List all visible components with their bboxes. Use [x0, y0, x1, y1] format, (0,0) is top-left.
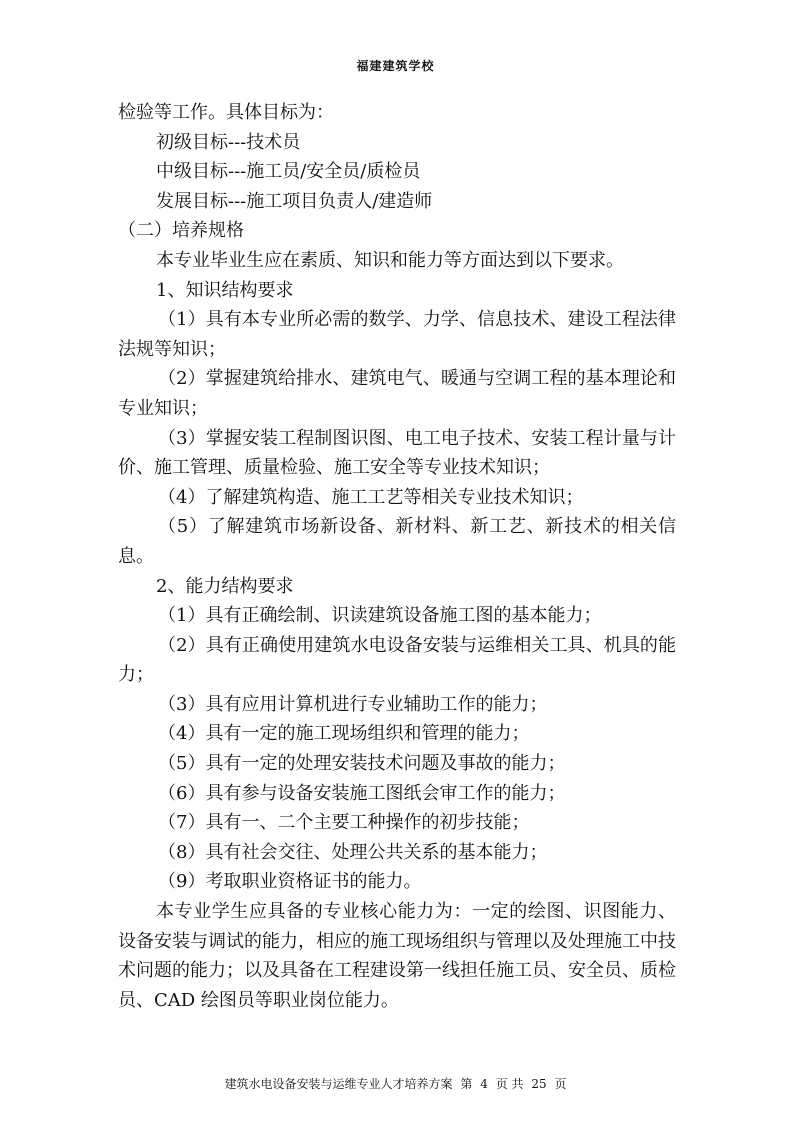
- subsection-heading: 1、知识结构要求: [156, 279, 294, 301]
- list-item: （4）具有一定的施工现场组织和管理的能力；: [158, 723, 530, 745]
- section-heading: （二）培养规格: [118, 220, 244, 242]
- subsection-heading: 2、能力结构要求: [156, 575, 294, 597]
- list-item: （3）具有应用计算机进行专业辅助工作的能力；: [158, 693, 548, 715]
- list-item: （6）具有参与设备安装施工图纸会审工作的能力；: [158, 782, 566, 804]
- list-item: （5）了解建筑市场新设备、新材料、新工艺、新技术的相关信息。: [118, 516, 676, 567]
- page-footer: [0, 1075, 791, 1092]
- footer-page-mid: 页 共: [495, 1077, 524, 1091]
- paragraph: 本专业毕业生应在素质、知识和能力等方面达到以下要求。: [156, 249, 624, 271]
- page-header: 福建建筑学校: [356, 59, 435, 73]
- goal-intermediate: 中级目标---施工员/安全员/质检员: [156, 161, 421, 183]
- footer-page-total: 25: [531, 1077, 547, 1091]
- footer-page-suffix: 页: [554, 1077, 567, 1091]
- list-item: （2）具有正确使用建筑水电设备安装与运维相关工具、机具的能力；: [118, 634, 676, 686]
- list-item: （1）具有正确绘制、识读建筑设备施工图的基本能力；: [158, 605, 602, 627]
- list-item: （2）掌握建筑给排水、建筑电气、暖通与空调工程的基本理论和专业知识；: [118, 368, 676, 419]
- list-item: （4）了解建筑构造、施工工艺等相关专业技术知识；: [158, 486, 584, 508]
- list-item: （1）具有本专业所必需的数学、力学、信息技术、建设工程法律法规等知识；: [118, 309, 676, 360]
- goal-junior: 初级目标---技术员: [156, 131, 301, 153]
- list-item: （9）考取职业资格证书的能力。: [158, 871, 422, 893]
- footer-page-prefix: 第: [460, 1077, 473, 1091]
- list-item: （5）具有一定的处理安装技术问题及事故的能力；: [158, 753, 566, 775]
- document-body: [118, 98, 676, 1015]
- paragraph: 本专业学生应具备的专业核心能力为：一定的绘图、识图能力、设备安装与调试的能力，相应的施工现场组织与管理以及处理施工中技术问题的能力；以及具备在工程建设第一线担任施工员、安全员、质检员、CAD 绘图员等职业岗位能力。: [118, 901, 676, 1011]
- list-item: （3）掌握安装工程制图识图、电工电子技术、安装工程计量与计价、施工管理、质量检验、施工安全等专业技术知识；: [118, 427, 676, 479]
- goal-development: 发展目标---施工项目负责人/建造师: [156, 190, 433, 212]
- footer-doc-title: 建筑水电设备安装与运维专业人才培养方案: [224, 1077, 453, 1091]
- list-item: （7）具有一、二个主要工种操作的初步技能；: [158, 812, 530, 834]
- footer-page-current: 4: [480, 1077, 488, 1091]
- paragraph: 检验等工作。具体目标为：: [118, 102, 334, 123]
- list-item: （8）具有社会交往、处理公共关系的基本能力；: [158, 841, 548, 863]
